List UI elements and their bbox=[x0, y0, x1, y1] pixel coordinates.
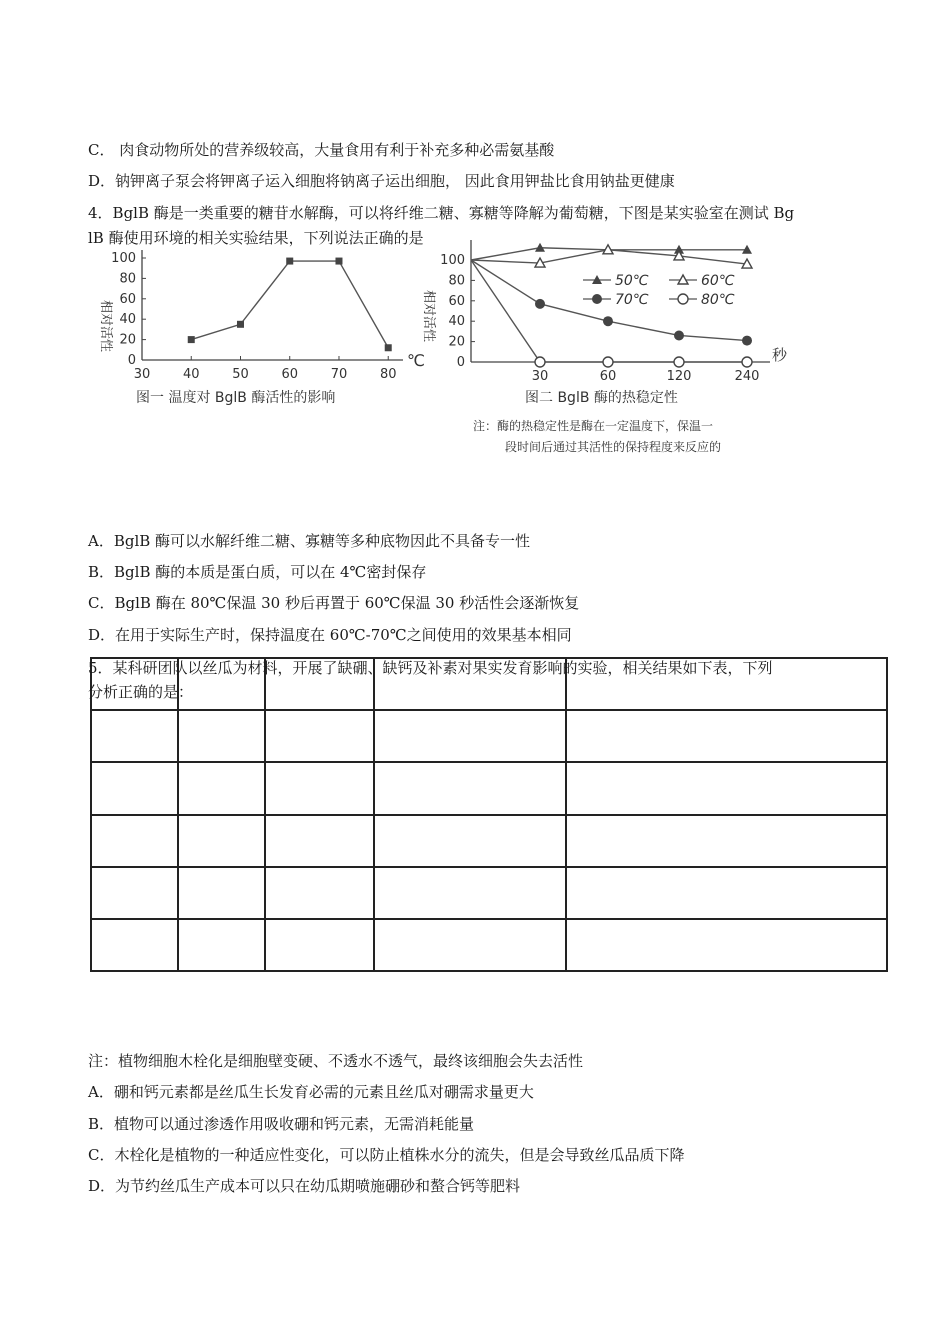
table-rule bbox=[90, 657, 92, 972]
figure-2-x-tick-label: 60 bbox=[599, 369, 617, 384]
table-rule bbox=[264, 657, 266, 972]
figure-2-x-unit: 秒 bbox=[772, 346, 788, 364]
figure-1-point bbox=[385, 344, 392, 351]
figure-2-point bbox=[742, 357, 752, 367]
figure-1-point bbox=[237, 321, 244, 328]
figure-1-y-tick-label: 20 bbox=[119, 332, 136, 348]
option-5b: B．植物可以通过渗透作用吸收硼和钙元素，无需消耗能量 bbox=[88, 1115, 475, 1133]
figure-2-legend-label: 70℃ bbox=[615, 292, 649, 308]
figure-2-series-triangle-open bbox=[471, 245, 752, 268]
question-5-stem-line1: 5．某科研团队以丝瓜为材料，开展了缺硼、缺钙及补素对果实发育影响的实验，相关结果如下表，下列 bbox=[88, 659, 773, 677]
figure-2-legend-label: 50℃ bbox=[615, 273, 649, 289]
figure-2-y-tick-label: 80 bbox=[448, 273, 465, 289]
figure-1-y-tick-label: 40 bbox=[119, 312, 136, 328]
figure-1-y-tick-label: 100 bbox=[111, 251, 136, 266]
results-table bbox=[90, 657, 888, 972]
figure-1-point bbox=[188, 336, 195, 343]
figure-1-line bbox=[191, 261, 388, 348]
figure-2-point bbox=[535, 299, 545, 309]
figure-2-y-tick-label: 100 bbox=[440, 253, 465, 268]
figure-1-chart bbox=[88, 240, 428, 420]
option-4d: D．在用于实际生产时，保持温度在 60℃-70℃之间使用的效果基本相同 bbox=[88, 626, 572, 644]
table-rule bbox=[565, 657, 567, 972]
option-5a: A．硼和钙元素都是丝瓜生长发育必需的元素且丝瓜对硼需求量更大 bbox=[88, 1083, 534, 1101]
table-rule bbox=[373, 657, 375, 972]
figure-2-y-tick-label: 20 bbox=[448, 334, 465, 350]
figure-2-legend-marker bbox=[592, 294, 602, 304]
figure-2 bbox=[415, 240, 795, 466]
table-rule bbox=[177, 657, 179, 972]
figure-1-y-tick-label: 60 bbox=[119, 291, 136, 307]
figure-1-title: 图一 温度对 BglB 酶活性的影响 bbox=[136, 390, 336, 406]
figure-1-x-tick-label: 50 bbox=[232, 367, 249, 382]
figure-2-y-tick-label: 40 bbox=[448, 314, 465, 330]
note-text: 注：植物细胞木栓化是细胞壁变硬、不透水不透气，最终该细胞会失去活性 bbox=[88, 1052, 584, 1070]
figure-2-point bbox=[674, 330, 684, 340]
figure-2-note-line2: 段时间后通过其活性的保持程度来反应的 bbox=[505, 440, 722, 454]
figure-1-y-tick-label: 80 bbox=[119, 271, 136, 287]
figure-1 bbox=[88, 240, 428, 424]
table-rule bbox=[90, 918, 888, 920]
figure-2-note-line1: 注：酶的热稳定性是酶在一定温度下，保温一 bbox=[473, 419, 714, 433]
table-rule bbox=[90, 761, 888, 763]
figure-2-title: 图二 BglB 酶的热稳定性 bbox=[525, 390, 678, 406]
figure-1-x-tick-label: 80 bbox=[379, 367, 397, 382]
figure-1-x-tick-label: 60 bbox=[281, 367, 299, 382]
figure-2-point bbox=[674, 357, 684, 367]
table-rule bbox=[90, 866, 888, 868]
figure-1-x-unit: ℃ bbox=[407, 351, 425, 370]
figure-2-x-tick-label: 240 bbox=[734, 369, 760, 384]
option-d-prev: D．钠钾离子泵会将钾离子运入细胞将钠离子运出细胞， 因此食用钾盐比食用钠盐更健康 bbox=[88, 172, 675, 190]
figure-2-legend-label: 60℃ bbox=[701, 273, 735, 289]
question-5-stem-line2: 分析正确的是： bbox=[88, 683, 194, 701]
table-rule bbox=[90, 709, 888, 711]
figure-1-x-tick-label: 70 bbox=[330, 367, 348, 382]
figure-1-point bbox=[286, 258, 293, 265]
figure-2-point bbox=[603, 357, 613, 367]
option-4b: B．BglB 酶的本质是蛋白质，可以在 4℃密封保存 bbox=[88, 563, 427, 581]
figure-2-legend-marker bbox=[678, 294, 688, 304]
option-c-prev: C． 肉食动物所处的营养级较高，大量食用有利于补充多种必需氨基酸 bbox=[88, 141, 555, 159]
figure-2-ylabel: 相对活性 bbox=[421, 290, 436, 343]
figure-1-x-tick-label: 30 bbox=[133, 367, 151, 382]
figure-2-chart bbox=[415, 240, 795, 462]
table-rule bbox=[90, 814, 888, 816]
question-4-stem-line1: 4．BglB 酶是一类重要的糖苷水解酶，可以将纤维二糖、寡糖等降解为葡萄糖，下图是某实验室在测试 Bg bbox=[88, 204, 795, 222]
figure-2-y-tick-label: 60 bbox=[448, 293, 465, 309]
figure-2-y-tick-label: 0 bbox=[456, 355, 465, 370]
option-5c: C．木栓化是植物的一种适应性变化，可以防止植株水分的流失，但是会导致丝瓜品质下降 bbox=[88, 1146, 685, 1164]
table-rule bbox=[90, 970, 888, 972]
figure-1-x-tick-label: 40 bbox=[182, 367, 200, 382]
figure-1-point bbox=[335, 258, 342, 265]
question-4-stem-line2: lB 酶使用环境的相关实验结果，下列说法正确的是 bbox=[88, 229, 424, 247]
figure-2-point bbox=[603, 316, 613, 326]
figure-1-y-tick-label: 0 bbox=[127, 353, 136, 368]
figure-2-point bbox=[742, 336, 752, 346]
figure-2-point bbox=[535, 357, 545, 367]
option-4a: A．BglB 酶可以水解纤维二糖、寡糖等多种底物因此不具备专一性 bbox=[88, 532, 531, 550]
option-4c: C．BglB 酶在 80℃保温 30 秒后再置于 60℃保温 30 秒活性会逐渐恢复 bbox=[88, 594, 580, 612]
figure-1-ylabel: 相对活性 bbox=[98, 300, 113, 353]
figure-2-x-tick-label: 30 bbox=[531, 369, 549, 384]
option-5d: D．为节约丝瓜生产成本可以只在幼瓜期喷施硼砂和螯合钙等肥料 bbox=[88, 1177, 521, 1195]
figure-2-x-tick-label: 120 bbox=[666, 369, 692, 384]
table-rule bbox=[886, 657, 888, 972]
figure-2-legend-label: 80℃ bbox=[701, 292, 735, 308]
